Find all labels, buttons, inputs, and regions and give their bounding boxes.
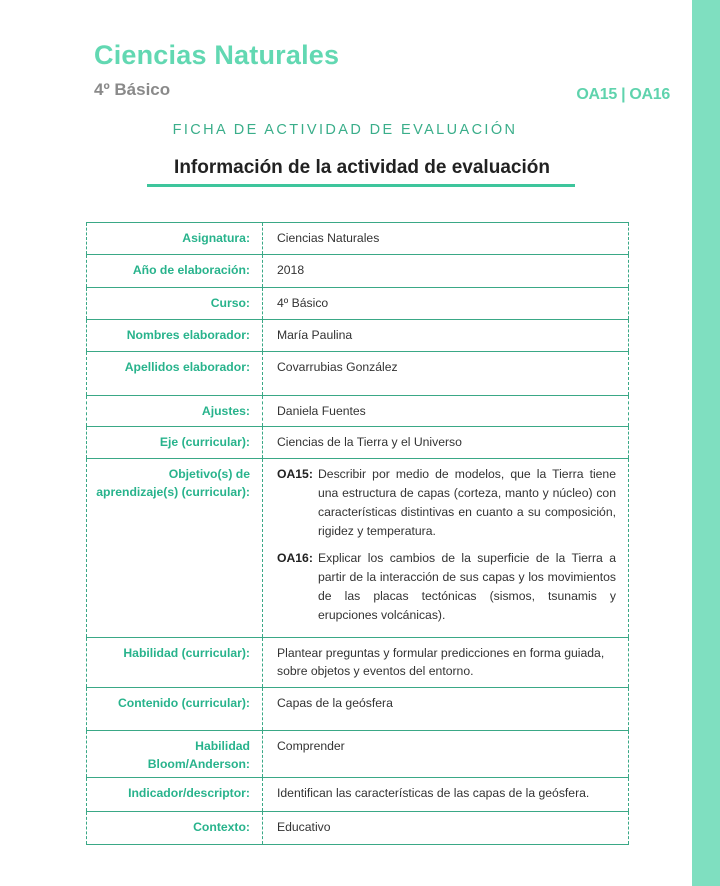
row-label: Asignatura: (87, 223, 263, 255)
table-row (87, 255, 629, 288)
row-label: Habilidad Bloom/Anderson: (87, 731, 263, 778)
row-label: Contexto: (87, 812, 263, 845)
objective-code: OA15: (277, 467, 313, 481)
row-value: Daniela Fuentes (263, 396, 629, 427)
row-label: Objetivo(s) de aprendizaje(s) (curricular): (87, 459, 263, 638)
objective-text: Describir por medio de modelos, que la Tierra tiene una estructura de capas (corteza, manto y núcleo) con características distintivas en cuanto a su composición, rigidez y temperatura. (318, 467, 616, 538)
objective-item (277, 465, 616, 541)
objectives-cell (263, 459, 629, 638)
document-kicker: FICHA DE ACTIVIDAD DE EVALUACIÓN (172, 122, 518, 138)
row-value: Educativo (263, 812, 629, 845)
table-row (87, 427, 629, 459)
row-label: Curso: (87, 288, 263, 320)
table-row (87, 638, 629, 688)
row-value: Capas de la geósfera (263, 688, 629, 731)
row-label: Eje (curricular): (87, 427, 263, 459)
row-label: Habilidad (curricular): (87, 638, 263, 688)
grade-label: 4º Básico (94, 80, 171, 99)
table-row (87, 223, 629, 255)
row-value: Identifican las características de las capas de la geósfera. (263, 778, 629, 812)
row-value: Ciencias Naturales (263, 223, 629, 255)
objective-code: OA16: (277, 551, 313, 565)
subject-title: Ciencias Naturales (94, 40, 340, 70)
row-value: Covarrubias González (263, 352, 629, 396)
row-value: María Paulina (263, 320, 629, 352)
row-label: Año de elaboración: (87, 255, 263, 288)
objective-item (277, 549, 616, 625)
table-row (87, 320, 629, 352)
table-row (87, 778, 629, 812)
table-row (87, 731, 629, 778)
row-value: Ciencias de la Tierra y el Universo (263, 427, 629, 459)
table-row (87, 812, 629, 845)
row-value: 2018 (263, 255, 629, 288)
row-value: 4º Básico (263, 288, 629, 320)
table-row (87, 352, 629, 396)
row-label: Indicador/descriptor: (87, 778, 263, 812)
info-table (86, 222, 629, 845)
table-row (87, 688, 629, 731)
row-label: Apellidos elaborador: (87, 352, 263, 396)
row-label: Nombres elaborador: (87, 320, 263, 352)
page-title: Información de la actividad de evaluación (174, 157, 550, 178)
table-row (87, 288, 629, 320)
oa-codes: OA15 | OA16 (576, 86, 670, 103)
row-value: Comprender (263, 731, 629, 778)
row-label: Ajustes: (87, 396, 263, 427)
title-underline (147, 184, 575, 187)
row-value: Plantear preguntas y formular predicciones en forma guiada, sobre objetos y eventos del entorno. (263, 638, 629, 688)
table-row (87, 396, 629, 427)
table-row (87, 459, 629, 638)
row-label: Contenido (curricular): (87, 688, 263, 731)
objective-text: Explicar los cambios de la superficie de la Tierra a partir de la interacción de sus capas y los movimientos de las placas tectónicas (sismos, tsunamis y erupciones volcánicas). (318, 551, 616, 622)
